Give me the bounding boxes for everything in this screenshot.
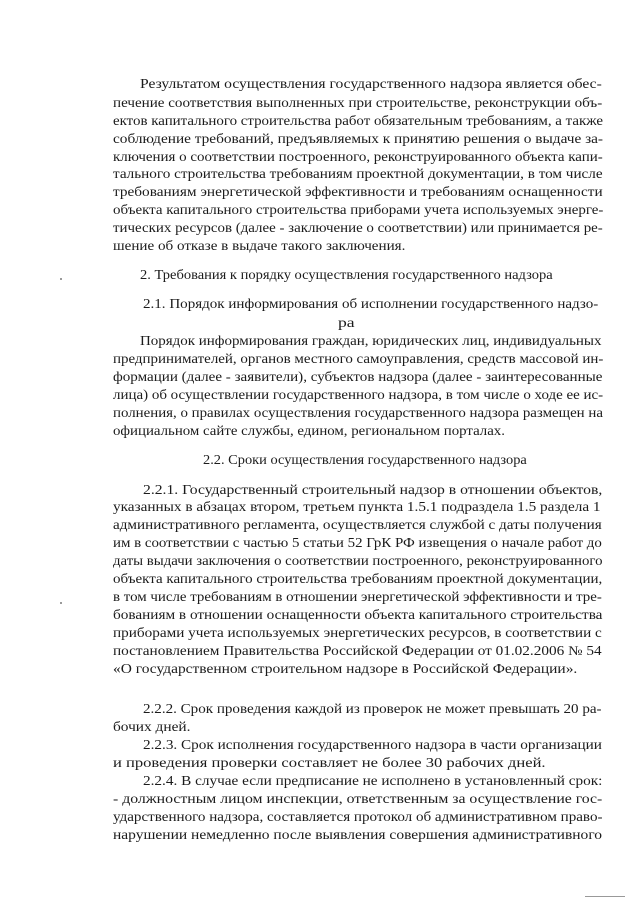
text-line: бочих дней. [113, 719, 191, 734]
text-line: бованиям в отношении оснащенности объекта капитального строительства [113, 607, 603, 622]
text-line: требованиям энергетической эффективности и требованиям оснащенности [113, 184, 603, 199]
text-line: предпринимателей, органов местного самоуправления, средств массовой ин- [113, 351, 604, 366]
scan-mark [60, 278, 62, 280]
subsection-heading: 2.1. Порядок информирования об исполнении государственного надзо- [143, 296, 599, 311]
text-line: Результатом осуществления государственного надзора является обес- [140, 76, 602, 91]
section-heading: 2. Требования к порядку осуществления государственного надзора [140, 267, 553, 282]
text-line: соблюдение требований, предъявляемых к принятию решения о выдаче за- [113, 131, 604, 146]
text-line: ектов капитального строительства работ обязательным требованиям, а также [113, 113, 603, 128]
text-line: административного регламента, осуществляется службой с даты получения [113, 517, 602, 532]
text-line: им в соответствии с частью 5 статьи 52 ГрК РФ извещения о начале работ до [113, 535, 602, 550]
text-line: объекта капитального строительства приборами учета используемых энерге- [113, 202, 604, 217]
text-line: ключения о соответствии построенного, реконструированного объекта капи- [113, 149, 603, 164]
text-line: 2.2.1. Государственный строительный надзор в отношении объектов, [143, 482, 603, 497]
text-line: - должностным лицом инспекции, ответственным за осуществление гос- [113, 791, 603, 806]
text-line: Порядок информирования граждан, юридических лиц, индивидуальных [140, 333, 602, 348]
scan-mark [60, 602, 62, 604]
text-line: в том числе требованиям в отношении энергетической эффективности и тре- [113, 589, 602, 604]
text-line: 2.2.2. Срок проведения каждой из проверок не может превышать 20 ра- [143, 701, 602, 716]
text-line: ударственного надзора, составляется протокол об административном право- [113, 809, 603, 824]
text-line: нарушении немедленно после выявления совершения административного [113, 827, 603, 842]
text-line: лица) об осуществлении государственного надзора, в том числе о ходе ее ис- [113, 387, 604, 402]
text-line: тических ресурсов (далее - заключение о соответствии) или принимается ре- [113, 220, 603, 235]
text-line: 2.2.3. Срок исполнения государственного надзора в части организации [143, 737, 602, 752]
text-line: и проведения проверки составляет не более 30 рабочих дней. [113, 755, 546, 770]
text-line: тального строительства требованиям проектной документации, в том числе [113, 166, 603, 181]
text-line: «О государственном строительном надзоре в Российской Федерации». [113, 661, 578, 676]
subsection-heading: 2.2. Сроки осуществления государственного надзора [203, 452, 527, 467]
scan-mark [585, 896, 625, 897]
text-line: приборами учета используемых энергетических ресурсов, в соответствии с [113, 625, 602, 640]
text-line: шение об отказе в выдаче такого заключения. [113, 238, 406, 253]
text-line: официальном сайте службы, едином, региональном порталах. [113, 423, 505, 438]
text-line: даты выдачи заключения о соответствии построенного, реконструированного [113, 553, 603, 568]
text-line: формации (далее - заявители), субъектов надзора (далее - заинтересованные [113, 369, 603, 384]
subsection-heading: ра [338, 315, 355, 330]
text-line: указанных в абзацах втором, третьем пункта 1.5.1 подраздела 1.5 раздела 1 [113, 499, 601, 514]
text-line: объекта капитального строительства требованиям проектной документации, [113, 571, 603, 586]
text-line: постановлением Правительства Российской Федерации от 01.02.2006 № 54 [113, 643, 602, 658]
text-line: 2.2.4. В случае если предписание не исполнено в установленный срок: [143, 773, 603, 788]
text-line: печение соответствия выполненных при строительстве, реконструкции объ- [113, 95, 603, 110]
text-line: полнения, о правилах осуществления государственного надзора размещен на [113, 405, 603, 420]
